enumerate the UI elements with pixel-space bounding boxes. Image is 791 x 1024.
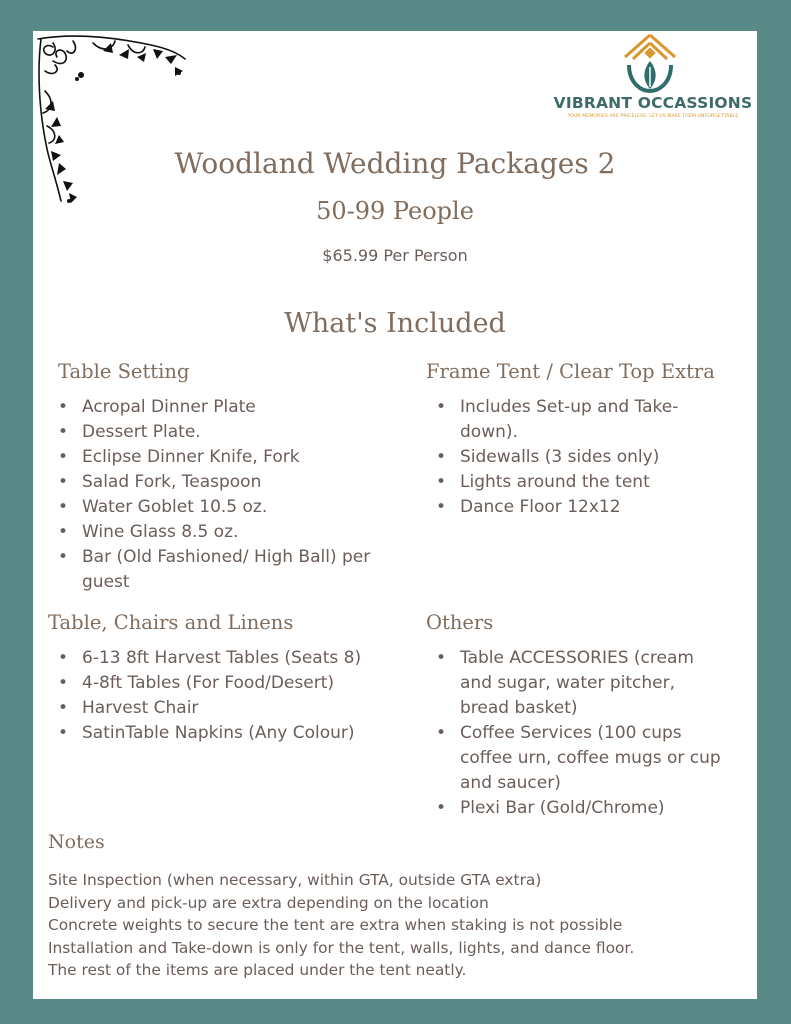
list-item: • Table ACCESSORIES (cream and sugar, water pitcher, bread basket): [434, 646, 729, 721]
house-leaf-logo-icon: [615, 31, 685, 95]
list-item: • Acropal Dinner Plate: [56, 395, 416, 420]
frame-tent-list: [434, 395, 724, 520]
section-title-frame-tent: Frame Tent / Clear Top Extra: [426, 360, 715, 383]
brand-logo: [553, 31, 753, 131]
list-item: • Lights around the tent: [434, 470, 724, 495]
list-item: • Water Goblet 10.5 oz.: [56, 495, 416, 520]
list-item: • Bar (Old Fashioned/ High Ball) per guest: [56, 545, 416, 595]
list-item: • 4-8ft Tables (For Food/Desert): [56, 671, 426, 696]
list-item: • Coffee Services (100 cups coffee urn, coffee mugs or cup and saucer): [434, 721, 729, 796]
list-item: • Includes Set-up and Take-down).: [434, 395, 724, 445]
brand-tagline: YOUR MEMORIES ARE PRICELESS. LET US MAKE THEM UNFORGETTABLE: [567, 114, 739, 119]
notes-line: Site Inspection (when necessary, within GTA, outside GTA extra): [48, 871, 542, 889]
table-chairs-list: [56, 646, 426, 746]
notes-line: Delivery and pick-up are extra depending on the location: [48, 893, 489, 912]
list-item: • 6-13 8ft Harvest Tables (Seats 8): [56, 646, 426, 671]
notes-line: Installation and Take-down is only for the tent, walls, lights, and dance floor.: [48, 938, 635, 957]
list-item: • Dance Floor 12x12: [434, 495, 724, 520]
price-per-person: $65.99 Per Person: [322, 246, 468, 265]
list-item: • Wine Glass 8.5 oz.: [56, 520, 416, 545]
notes-body: [48, 869, 748, 982]
list-item: • Plexi Bar (Gold/Chrome): [434, 796, 729, 821]
notes-heading: Notes: [48, 831, 105, 853]
page-title: Woodland Wedding Packages 2: [174, 147, 616, 180]
brand-name: VIBRANT OCCASSIONS: [553, 94, 753, 112]
page-subtitle: 50-99 People: [316, 197, 474, 225]
others-list: [434, 646, 729, 821]
floral-corner-ornament-icon: [33, 31, 193, 211]
section-title-table-setting: Table Setting: [58, 360, 190, 383]
table-setting-list: [56, 395, 416, 595]
notes-line: Concrete weights to secure the tent are extra when staking is not possible: [48, 916, 623, 934]
list-item: • Eclipse Dinner Knife, Fork: [56, 445, 416, 470]
whats-included-heading: What's Included: [284, 308, 506, 339]
document-page: [33, 31, 757, 999]
section-title-others: Others: [426, 611, 494, 634]
notes-line: The rest of the items are placed under the tent neatly.: [48, 961, 467, 979]
list-item: • Salad Fork, Teaspoon: [56, 470, 416, 495]
list-item: • Sidewalls (3 sides only): [434, 445, 724, 470]
section-title-table-chairs-linens: Table, Chairs and Linens: [48, 611, 294, 634]
list-item: • Harvest Chair: [56, 696, 426, 721]
list-item: • Dessert Plate.: [56, 420, 416, 445]
list-item: • SatinTable Napkins (Any Colour): [56, 721, 426, 746]
